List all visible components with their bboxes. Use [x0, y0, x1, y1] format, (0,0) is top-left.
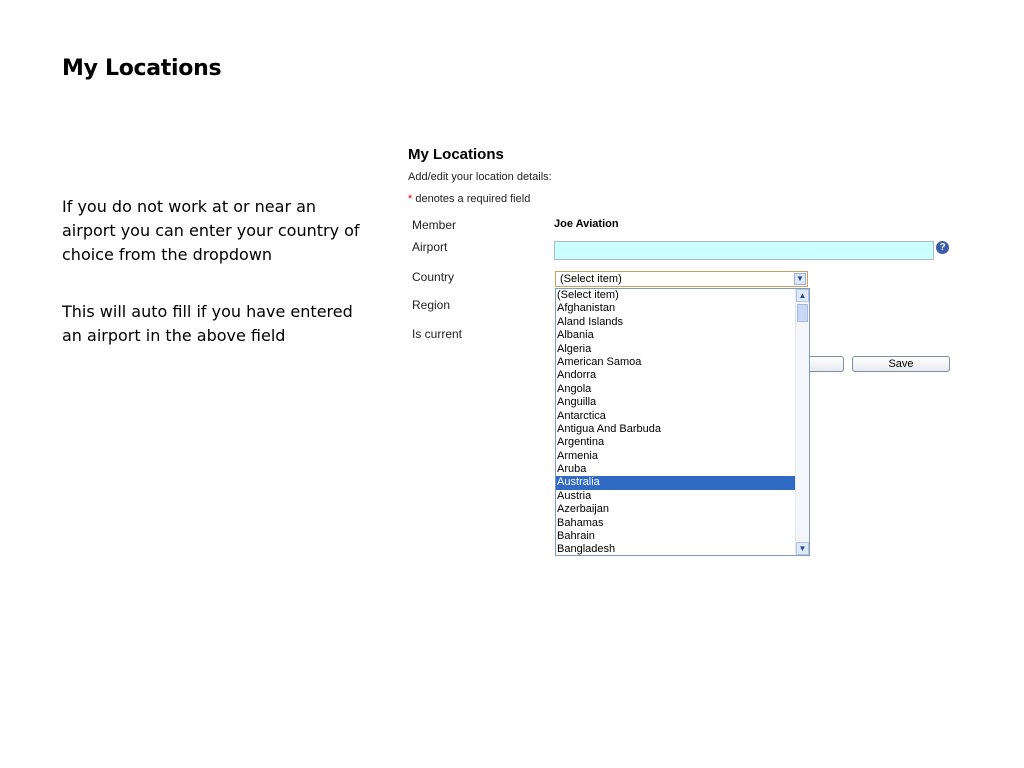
- scroll-down-icon[interactable]: ▼: [796, 542, 809, 555]
- country-option[interactable]: Bangladesh: [557, 543, 616, 556]
- slide-note-country: If you do not work at or near an airport you can enter your country of choice from the dropdown: [62, 197, 360, 264]
- country-option[interactable]: Aruba: [557, 463, 587, 476]
- airport-input[interactable]: [554, 241, 934, 260]
- country-option[interactable]: Antarctica: [557, 409, 606, 422]
- member-value: Joe Aviation: [554, 218, 619, 230]
- country-option[interactable]: Argentina: [557, 436, 605, 449]
- form-title: My Locations: [408, 146, 504, 163]
- scroll-up-icon[interactable]: ▲: [796, 289, 809, 302]
- airport-label: Airport: [412, 240, 448, 254]
- member-label: Member: [412, 218, 457, 232]
- country-option[interactable]: Bahamas: [557, 516, 604, 529]
- required-note-text: denotes a required field: [412, 193, 531, 205]
- required-field-note: [408, 193, 530, 205]
- country-option[interactable]: Albania: [557, 329, 594, 342]
- region-label: Region: [412, 298, 451, 312]
- cancel-button[interactable]: [810, 356, 844, 372]
- country-option[interactable]: American Samoa: [557, 355, 642, 368]
- country-options: [556, 289, 795, 556]
- question-mark-icon[interactable]: ?: [936, 241, 949, 254]
- country-option[interactable]: Anguilla: [557, 396, 597, 409]
- country-option[interactable]: (Select item): [557, 289, 619, 301]
- country-select-value: (Select item): [560, 273, 622, 285]
- country-option[interactable]: Angola: [557, 382, 592, 395]
- country-option[interactable]: Antigua And Barbuda: [557, 422, 661, 435]
- country-option[interactable]: Bahrain: [557, 530, 595, 543]
- required-asterisk: *: [408, 193, 413, 205]
- dropdown-scrollbar[interactable]: [795, 289, 809, 555]
- slide-note-autofill: This will auto fill if you have entered an airport in the above field: [62, 302, 353, 345]
- chevron-down-icon[interactable]: ▼: [794, 273, 806, 285]
- country-option[interactable]: Aland Islands: [557, 315, 624, 328]
- slide-title: My Locations: [62, 56, 222, 81]
- save-button[interactable]: Save: [852, 356, 950, 372]
- country-option[interactable]: Andorra: [557, 369, 597, 382]
- country-option[interactable]: Armenia: [557, 449, 598, 462]
- country-dropdown-list[interactable]: [555, 288, 810, 556]
- country-option[interactable]: Austria: [557, 489, 592, 502]
- country-label: Country: [412, 270, 455, 284]
- country-option[interactable]: Australia: [556, 476, 795, 489]
- form-subtitle: Add/edit your location details:: [408, 171, 552, 183]
- country-option[interactable]: Algeria: [557, 342, 592, 355]
- country-option[interactable]: Azerbaijan: [557, 503, 609, 516]
- locations-form-screenshot: [400, 140, 960, 560]
- scroll-thumb[interactable]: [797, 304, 808, 322]
- is-current-label: Is current: [412, 327, 463, 341]
- country-option[interactable]: Afghanistan: [557, 302, 616, 315]
- country-select[interactable]: [555, 271, 808, 287]
